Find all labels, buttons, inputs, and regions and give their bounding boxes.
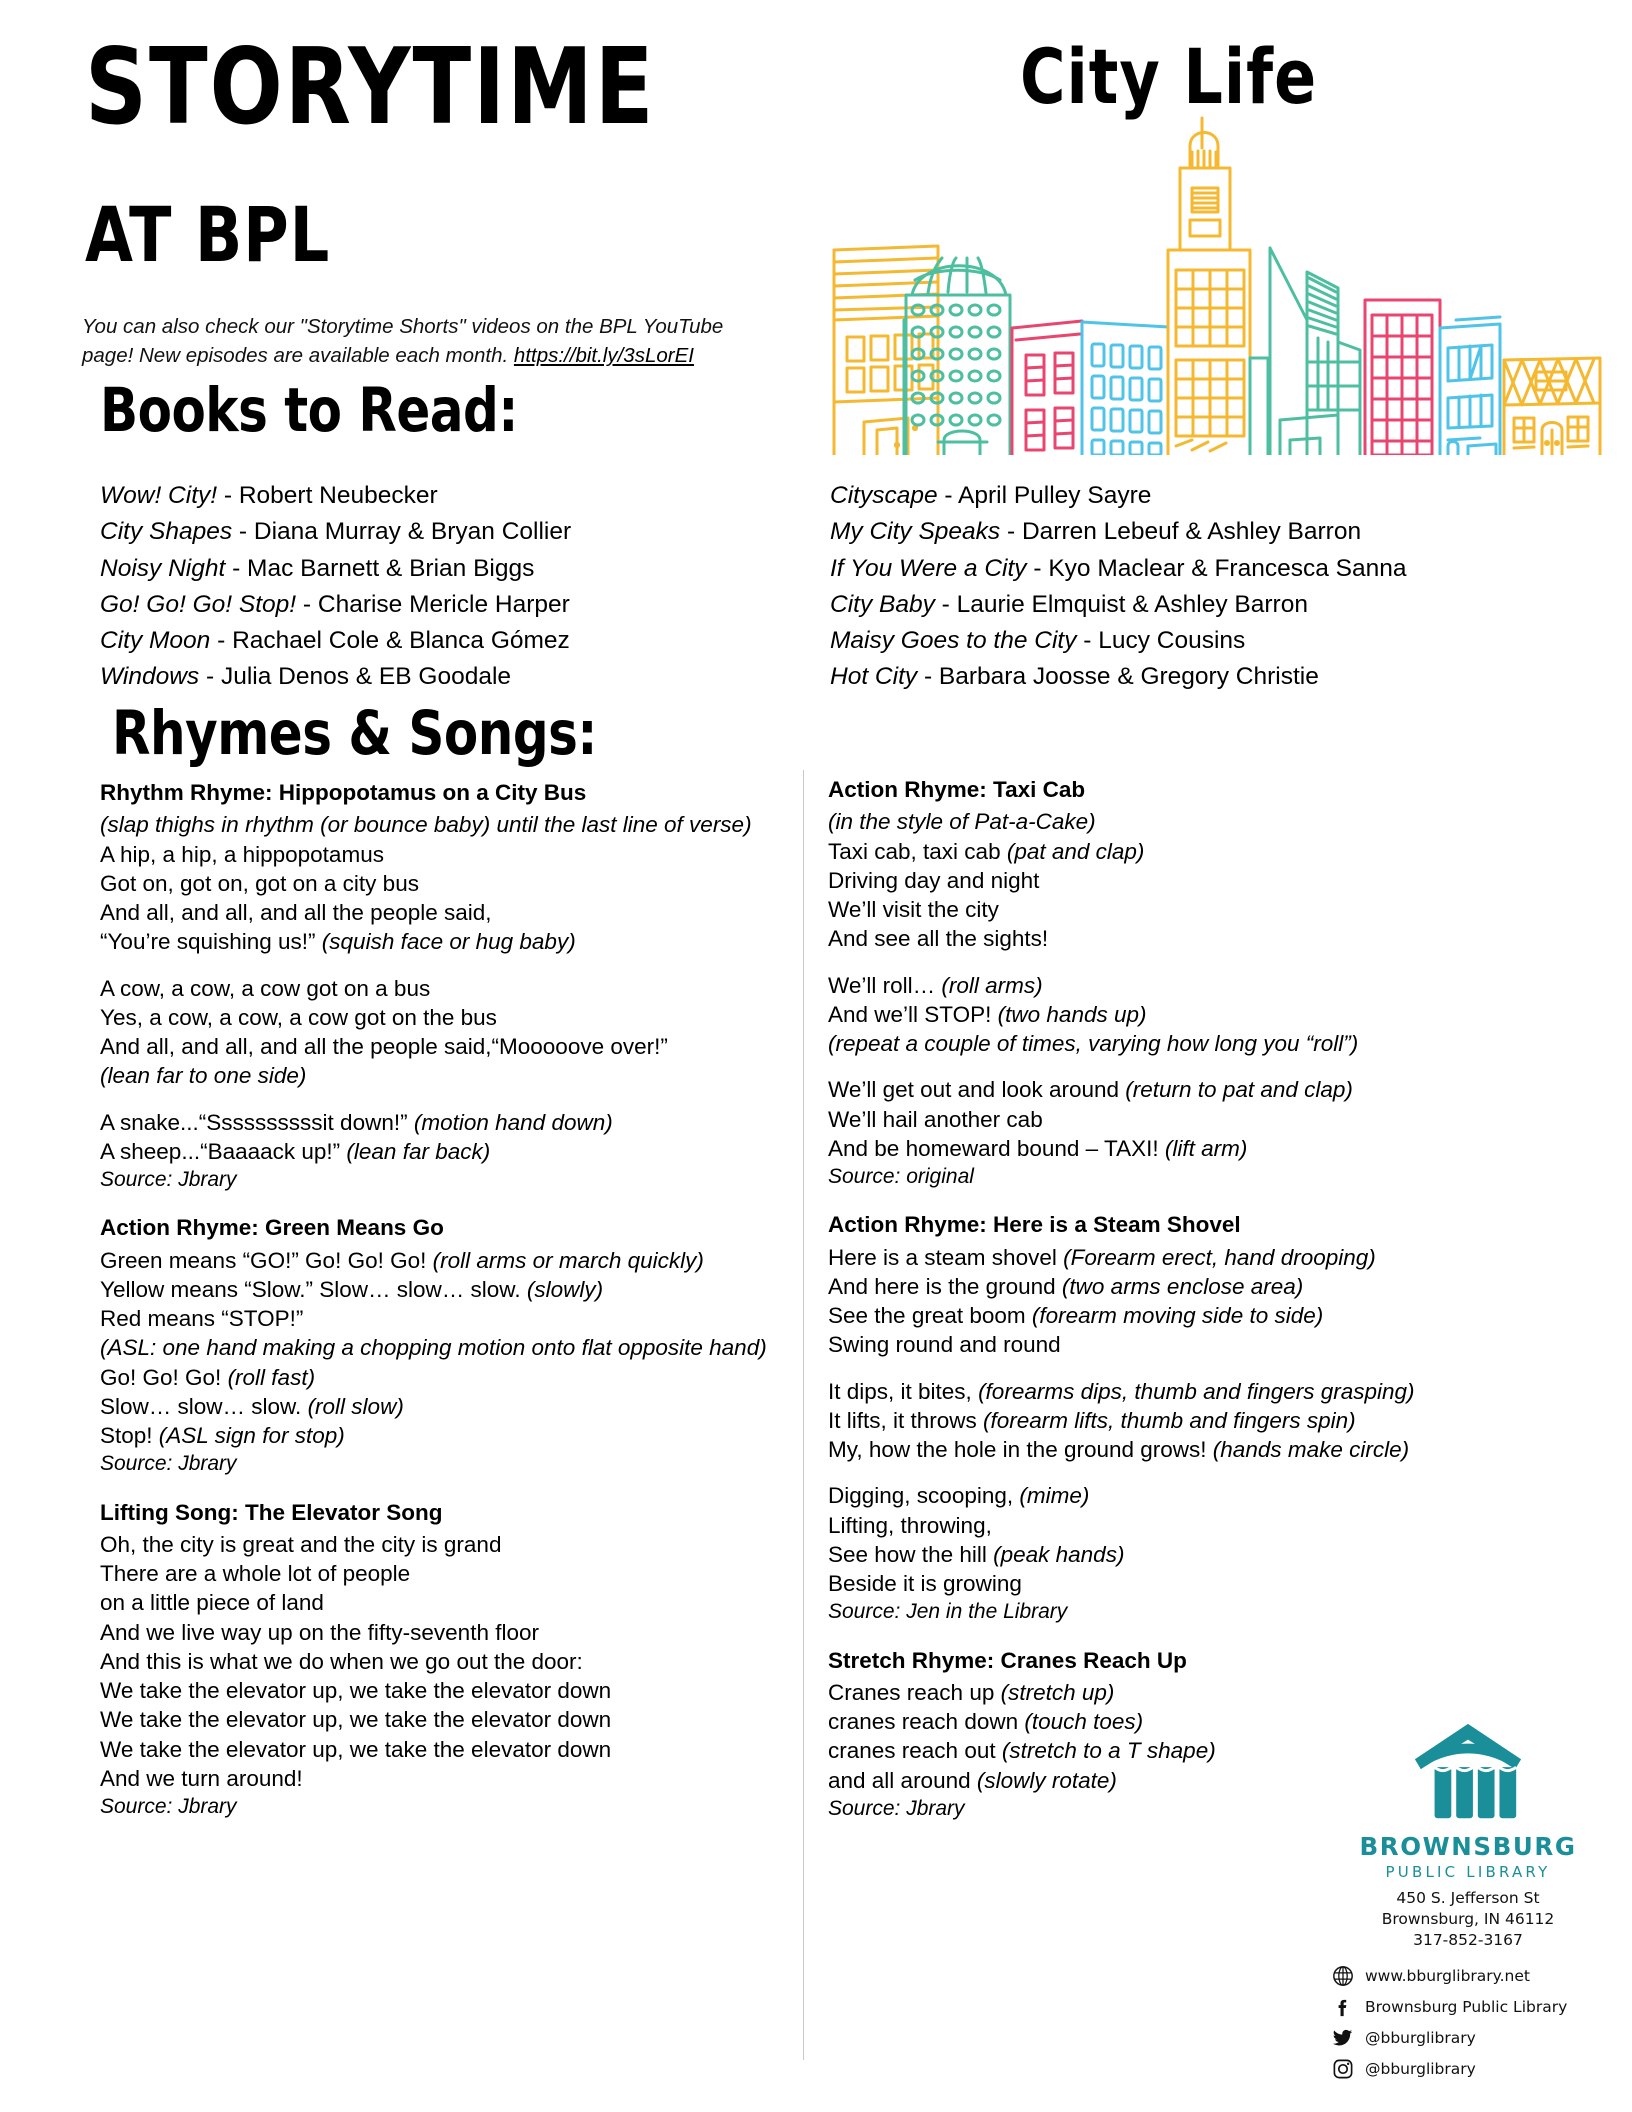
rhyme-line-action: (roll slow) (307, 1393, 404, 1419)
rhyme-line-action: (peak hands) (993, 1541, 1125, 1567)
rhyme-line-text: Here is a steam shovel (828, 1244, 1064, 1270)
rhyme-line-action: (roll fast) (227, 1364, 316, 1390)
rhyme-line-text: and all around (828, 1767, 977, 1793)
rhyme-line (828, 1272, 1538, 1301)
rhymes-column-left (100, 778, 800, 1840)
rhyme-line-action: (slowly rotate) (976, 1767, 1117, 1793)
rhyme-line-action: (motion hand down) (413, 1109, 613, 1135)
book-title: Go! Go! Go! Stop! (100, 590, 297, 618)
rhyme-line (100, 1363, 800, 1392)
rhyme-line-action: (roll arms) (941, 972, 1043, 998)
social-row-instagram[interactable] (1332, 2058, 1618, 2080)
rhyme-block (100, 1498, 800, 1821)
rhyme-line (100, 1588, 800, 1617)
address-line-2: Brownsburg, IN 46112 (1381, 1909, 1555, 1928)
rhyme-line (100, 1647, 800, 1676)
rhyme-line (100, 1618, 800, 1647)
rhyme-line: (ASL: one hand making a chopping motion onto flat opposite hand) (100, 1335, 767, 1361)
rhyme-line (100, 840, 800, 869)
social-row-website[interactable] (1332, 1965, 1618, 1987)
youtube-blurb (82, 312, 742, 370)
rhyme-line (100, 974, 800, 1003)
books-column-right (830, 478, 1530, 696)
book-title: Maisy Goes to the City (830, 627, 1077, 654)
rhyme-line (828, 1569, 1538, 1598)
book-title: Noisy Night (100, 554, 226, 582)
rhyme-line (100, 1676, 800, 1705)
rhyme-line (828, 1377, 1538, 1406)
book-list-item (830, 659, 1530, 695)
rhyme-line-text: We’ll visit the city (828, 897, 999, 922)
rhyme-source: Source: Jbrary (100, 1168, 237, 1191)
book-list-item (100, 659, 780, 695)
rhyme-line: (slap thighs in rhythm (or bounce baby) until the last line of verse) (100, 812, 752, 838)
rhyme-line-action: (forearms dips, thumb and fingers grasping) (978, 1378, 1415, 1404)
rhyme-line-text: Go! Go! Go! (100, 1364, 228, 1390)
rhyme-line-action: (ASL sign for stop) (158, 1423, 345, 1449)
rhyme-line-text: “You’re squishing us!” (100, 929, 322, 955)
book-title: My City Speaks (830, 518, 1001, 546)
rhyme-line (100, 1559, 800, 1588)
social-links (1318, 1965, 1618, 2080)
building-blue-stepped (1440, 317, 1500, 455)
rhyme-line-text: See how the hill (828, 1541, 994, 1567)
library-subname: PUBLIC LIBRARY (1385, 1863, 1551, 1882)
book-list-item (100, 587, 780, 623)
rhyme-stanza (828, 1481, 1538, 1625)
rhyme-line-action: (lean far back) (346, 1138, 491, 1164)
rhyme-line: (repeat a couple of times, varying how long you “roll”) (828, 1031, 1359, 1056)
rhyme-line-text: And we’ll STOP! (828, 1001, 998, 1027)
rhyme-line (100, 1735, 800, 1764)
rhyme-line-action: (return to pat and clap) (1125, 1077, 1353, 1103)
rhyme-line-text: We’ll get out and look around (828, 1077, 1126, 1103)
rhyme-line-text: We’ll roll… (828, 972, 942, 998)
rhyme-line (828, 1511, 1538, 1540)
rhyme-line (828, 1435, 1538, 1464)
website-label: www.bburglibrary.net (1365, 1967, 1530, 1986)
rhyme-line-text: cranes reach out (828, 1738, 1002, 1764)
rhyme-block (828, 775, 1538, 1190)
rhyme-line-text: A sheep...“Baaaack up!” (100, 1138, 347, 1164)
rhyme-line (100, 869, 800, 898)
rhyme-line (828, 971, 1538, 1000)
rhyme-line-action: (hands make circle) (1212, 1437, 1410, 1463)
blurb-text: You can also check our "Storytime Shorts" videos on the BPL YouTube page! New episodes are available each month. (82, 315, 724, 368)
book-list-item (830, 551, 1530, 587)
instagram-icon (1332, 2058, 1354, 2080)
building-pink-tower (1365, 300, 1440, 455)
storytime-shorts-link[interactable]: https://bit.ly/3sLorEI (513, 344, 694, 368)
globe-icon (1332, 1965, 1354, 1987)
rhyme-line (828, 866, 1538, 895)
book-author: - April Pulley Sayre (937, 482, 1152, 509)
rhyme-title: Lifting Song: The Elevator Song (100, 1499, 443, 1525)
rhymes-and-songs-heading: Rhymes & Songs: (112, 697, 597, 769)
books-to-read-heading: Books to Read: (100, 374, 518, 446)
rhyme-line (100, 898, 800, 927)
rhyme-line (100, 1392, 800, 1421)
rhyme-line (828, 895, 1538, 924)
rhyme-line-text: Swing round and round (828, 1332, 1061, 1358)
city-skyline-illustration (820, 110, 1610, 455)
rhyme-line (828, 1301, 1538, 1330)
rhyme-line-text: And we turn around! (100, 1765, 303, 1791)
rhyme-block (100, 778, 800, 1193)
rhyme-line-action: (stretch up) (1000, 1679, 1115, 1705)
books-column-left (100, 478, 780, 696)
rhyme-line (828, 1000, 1538, 1029)
rhyme-line-action: (two hands up) (997, 1001, 1147, 1027)
building-yellow-lattice (1504, 358, 1600, 455)
rhyme-line-text: And we live way up on the fifty-seventh floor (100, 1619, 539, 1645)
rhyme-line-text: A cow, a cow, a cow got on a bus (100, 975, 431, 1001)
rhyme-line (828, 1075, 1538, 1104)
book-title: City Moon (100, 627, 211, 654)
rhyme-line (100, 1421, 800, 1450)
rhyme-line: (in the style of Pat-a-Cake) (828, 809, 1096, 835)
rhyme-line (828, 837, 1538, 866)
rhyme-line (100, 1530, 800, 1559)
rhyme-source: Source: Jbrary (100, 1452, 237, 1476)
rhyme-line-text: See the great boom (828, 1303, 1032, 1329)
book-list-item (100, 514, 780, 550)
rhyme-line-text: A snake...“Ssssssssssit down!” (100, 1109, 414, 1135)
page-title-line1: STORYTIME (85, 26, 656, 149)
rhyme-line (100, 927, 800, 956)
book-author: - Rachael Cole & Blanca Gómez (210, 627, 570, 654)
social-row-twitter[interactable] (1332, 2027, 1618, 2049)
rhyme-source: Source: original (828, 1165, 974, 1188)
rhyme-block (828, 1210, 1538, 1625)
rhyme-line-action: (forearm moving side to side) (1031, 1303, 1324, 1329)
rhyme-line-text: Beside it is growing (828, 1571, 1022, 1597)
rhyme-line-text: Slow… slow… slow. (100, 1393, 308, 1419)
facebook-label: Brownsburg Public Library (1365, 1998, 1568, 2017)
rhyme-source: Source: Jen in the Library (828, 1600, 1068, 1624)
rhyme-line-text: Got on, got on, got on a city bus (100, 870, 419, 896)
rhyme-stanza (828, 971, 1538, 1059)
book-author: - Lucy Cousins (1076, 627, 1246, 654)
rhyme-line (828, 1540, 1538, 1569)
rhyme-line-text: We take the elevator up, we take the elevator down (100, 1678, 612, 1704)
library-footer (1318, 1718, 1618, 2089)
rhyme-title: Action Rhyme: Taxi Cab (828, 777, 1086, 802)
rhyme-stanza (100, 810, 800, 956)
rhyme-line-action: (lift arm) (1164, 1135, 1248, 1161)
rhyme-line-text: And all, and all, and all the people said, (100, 900, 492, 925)
rhyme-title: Stretch Rhyme: Cranes Reach Up (828, 1647, 1187, 1673)
rhyme-line (828, 1330, 1538, 1359)
library-logo-icon (1409, 1718, 1527, 1828)
rhyme-source: Source: Jbrary (100, 1795, 237, 1819)
rhyme-line-text: Taxi cab, taxi cab (828, 838, 1007, 864)
rhyme-line-text: Red means “STOP!” (100, 1306, 304, 1332)
rhyme-line-text: Cranes reach up (828, 1679, 1001, 1705)
rhyme-line (828, 924, 1538, 953)
rhyme-stanza (100, 1246, 800, 1478)
rhyme-line (100, 1108, 800, 1137)
book-title: Hot City (830, 663, 918, 691)
rhyme-stanza (828, 1377, 1538, 1465)
rhyme-line-action: (pat and clap) (1006, 838, 1145, 864)
rhyme-line-text: And be homeward bound – TAXI! (828, 1135, 1165, 1161)
facebook-icon (1332, 1996, 1354, 2018)
rhyme-stanza (828, 1243, 1538, 1360)
book-author: - Diana Murray & Bryan Collier (232, 518, 572, 546)
library-address (1318, 1888, 1618, 1950)
rhyme-stanza (100, 974, 800, 1091)
building-yellow-skyscraper (1168, 118, 1250, 455)
book-list-item (830, 623, 1530, 659)
rhyme-line (100, 1137, 800, 1166)
rhyme-line (100, 1032, 800, 1061)
rhyme-line-text: on a little piece of land (100, 1590, 324, 1616)
rhyme-line-text: It dips, it bites, (828, 1378, 979, 1404)
rhyme-line-action: (touch toes) (1024, 1709, 1144, 1735)
rhyme-title: Rhythm Rhyme: Hippopotamus on a City Bus (100, 780, 587, 805)
rhyme-line-text: We’ll hail another cab (828, 1106, 1043, 1132)
rhyme-line-text: We take the elevator up, we take the elevator down (100, 1707, 612, 1733)
rhyme-line-text: Yes, a cow, a cow, a cow got on the bus (100, 1004, 497, 1030)
social-row-facebook[interactable] (1332, 1996, 1618, 2018)
rhyme-line-action: (Forearm erect, hand drooping) (1063, 1244, 1376, 1270)
rhyme-stanza (100, 1530, 800, 1821)
building-blue-grid (1082, 322, 1168, 455)
rhyme-line (828, 1406, 1538, 1435)
rhyme-stanza (100, 1108, 800, 1194)
rhyme-line (828, 1243, 1538, 1272)
rhyme-line-text: Digging, scooping, (828, 1483, 1020, 1509)
rhyme-line-text: And all, and all, and all the people said,“Mooooove over!” (100, 1034, 668, 1059)
rhyme-block (100, 1213, 800, 1477)
book-list-item (830, 514, 1530, 550)
rhyme-line-text: Lifting, throwing, (828, 1512, 992, 1538)
page-title-line2: AT BPL (85, 190, 331, 280)
rhyme-line (828, 1678, 1538, 1707)
rhyme-line (100, 1705, 800, 1734)
rhyme-line-text: Driving day and night (828, 867, 1040, 893)
book-list-item (830, 587, 1530, 623)
rhyme-line-action: (slowly) (526, 1276, 604, 1302)
twitter-icon (1332, 2027, 1354, 2049)
book-author: - Laurie Elmquist & Ashley Barron (934, 590, 1308, 618)
book-author: - Mac Barnett & Brian Biggs (225, 554, 535, 582)
rhyme-title: Action Rhyme: Here is a Steam Shovel (828, 1212, 1241, 1238)
rhyme-stanza (828, 807, 1538, 953)
book-list-item (100, 478, 780, 514)
rhyme-line (828, 1105, 1538, 1134)
book-author: - Darren Lebeuf & Ashley Barron (1000, 518, 1362, 546)
column-divider (803, 770, 804, 2060)
rhyme-line-text: My, how the hole in the ground grows! (828, 1437, 1213, 1463)
rhyme-title: Action Rhyme: Green Means Go (100, 1215, 444, 1241)
rhyme-line (828, 1134, 1538, 1163)
rhymes-column-right (828, 775, 1538, 1842)
rhyme-line-action: (mime) (1019, 1483, 1090, 1509)
rhyme-line-text: And here is the ground (828, 1273, 1062, 1299)
book-title: Wow! City! (100, 482, 218, 509)
rhyme-line-action: (roll arms or march quickly) (432, 1247, 704, 1273)
instagram-label: @bburglibrary (1365, 2060, 1476, 2079)
rhyme-line-action: (forearm lifts, thumb and fingers spin) (983, 1407, 1356, 1433)
rhyme-line-text: Stop! (100, 1423, 159, 1449)
header (0, 0, 1632, 470)
book-author: - Charise Mericle Harper (296, 590, 570, 618)
rhyme-line-text: And this is what we do when we go out the door: (100, 1648, 583, 1674)
book-list-item (100, 623, 780, 659)
book-list-item (830, 478, 1530, 514)
building-pink-apartment (1012, 321, 1082, 455)
rhyme-stanza (828, 1075, 1538, 1190)
rhyme-line (100, 1275, 800, 1304)
rhyme-source: Source: Jbrary (828, 1796, 965, 1820)
rhyme-line (828, 1481, 1538, 1510)
rhyme-line-text: cranes reach down (828, 1709, 1025, 1735)
rhyme-line-action: (stretch to a T shape) (1001, 1738, 1216, 1764)
rhyme-line: (lean far to one side) (100, 1063, 307, 1089)
rhyme-line (100, 1003, 800, 1032)
book-list-item (100, 551, 780, 587)
rhyme-line-text: Yellow means “Slow.” Slow… slow… slow. (100, 1276, 527, 1302)
twitter-label: @bburglibrary (1365, 2029, 1476, 2048)
book-title: Cityscape (830, 482, 938, 509)
theme-title: City Life (1020, 32, 1318, 122)
library-name: BROWNSBURG (1359, 1832, 1577, 1862)
rhyme-line (100, 1304, 800, 1333)
rhyme-line (100, 1246, 800, 1275)
building-teal-spires (1250, 248, 1360, 455)
rhyme-line-action: (squish face or hug baby) (321, 929, 576, 955)
rhyme-line-text: There are a whole lot of people (100, 1561, 411, 1587)
rhyme-line (100, 1764, 800, 1793)
book-author: - Julia Denos & EB Goodale (199, 663, 512, 691)
library-phone: 317-852-3167 (1413, 1930, 1523, 1949)
rhyme-line-text: We take the elevator up, we take the elevator down (100, 1736, 612, 1762)
book-title: City Shapes (100, 518, 233, 546)
book-title: If You Were a City (830, 554, 1027, 582)
rhyme-line-text: Oh, the city is great and the city is grand (100, 1531, 502, 1557)
book-author: - Robert Neubecker (217, 482, 438, 509)
book-author: - Barbara Joosse & Gregory Christie (917, 663, 1319, 691)
book-title: City Baby (830, 590, 935, 618)
book-author: - Kyo Maclear & Francesca Sanna (1026, 554, 1407, 582)
rhyme-line-text: Green means “GO!” Go! Go! Go! (100, 1247, 433, 1273)
rhyme-line-text: It lifts, it throws (828, 1407, 984, 1433)
rhyme-line-action: (two arms enclose area) (1061, 1273, 1304, 1299)
rhyme-line-text: A hip, a hip, a hippopotamus (100, 841, 384, 867)
address-line-1: 450 S. Jefferson St (1396, 1889, 1540, 1908)
rhyme-line-text: And see all the sights! (828, 926, 1049, 952)
book-title: Windows (100, 663, 200, 691)
